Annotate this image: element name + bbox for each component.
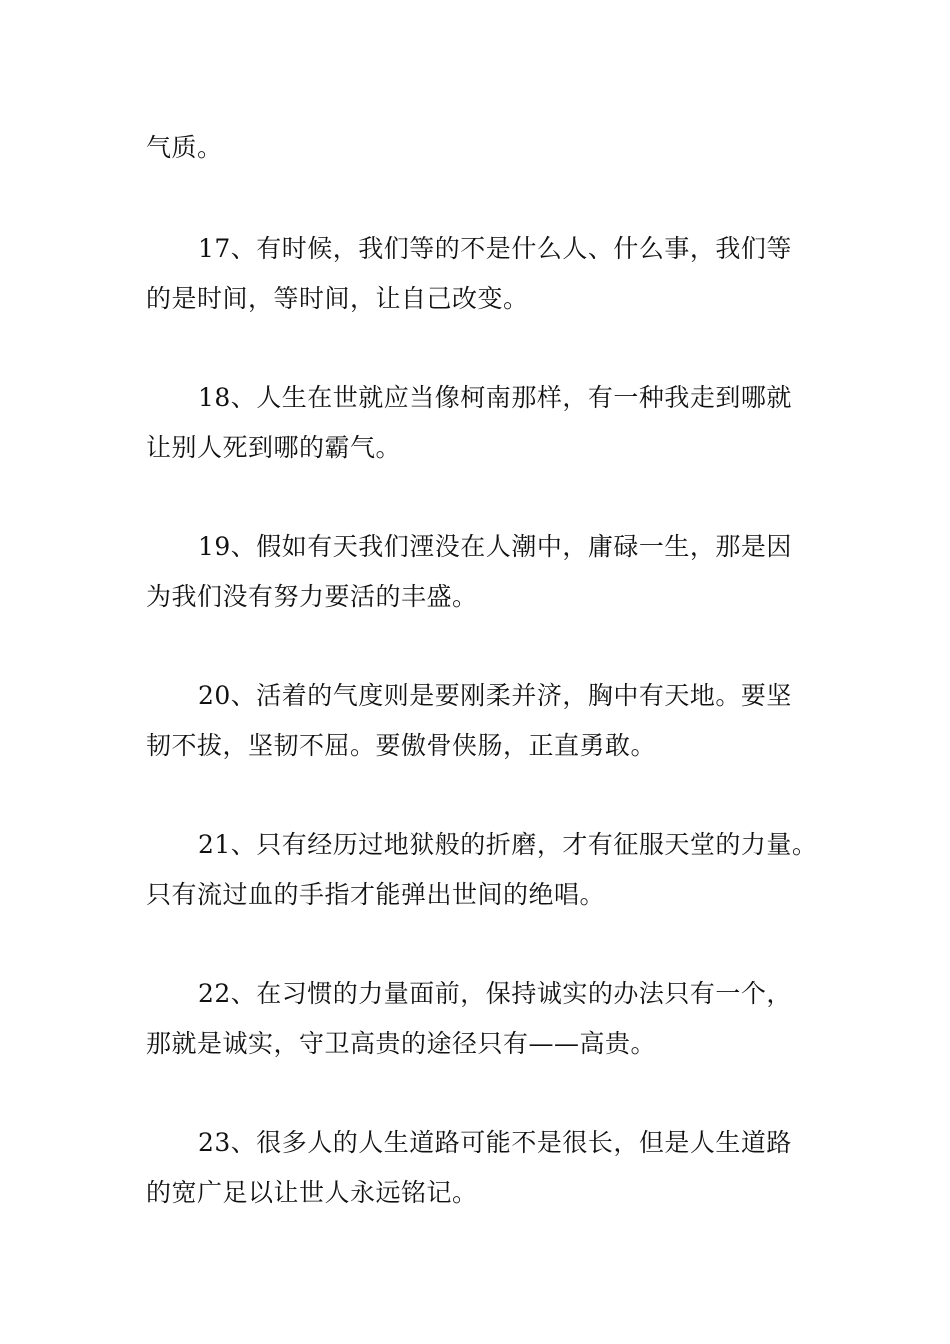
paragraph-17 — [146, 224, 826, 324]
paragraph-line: 22、在习惯的力量面前，保持诚实的办法只有一个， — [198, 979, 792, 1008]
paragraph-line: 韧不拔，坚韧不屈。要傲骨侠肠，正直勇敢。 — [146, 731, 657, 760]
paragraph-22 — [146, 969, 826, 1069]
paragraph-line: 那就是诚实，守卫高贵的途径只有——高贵。 — [146, 1029, 657, 1058]
paragraph-line: 21、只有经历过地狱般的折磨，才有征服天堂的力量。 — [198, 830, 818, 859]
paragraph-line: 18、人生在世就应当像柯南那样，有一种我走到哪就 — [198, 383, 792, 412]
paragraph-line: 19、假如有天我们湮没在人潮中，庸碌一生，那是因 — [198, 532, 792, 561]
paragraph-line: 20、活着的气度则是要刚柔并济，胸中有天地。要坚 — [198, 681, 792, 710]
paragraph-line: 为我们没有努力要活的丰盛。 — [146, 582, 478, 611]
paragraph-23 — [146, 1118, 826, 1218]
paragraph-line: 让别人死到哪的霸气。 — [146, 433, 402, 462]
paragraph-line: 23、很多人的人生道路可能不是很长，但是人生道路 — [198, 1128, 792, 1157]
paragraph-line: 的宽广足以让世人永远铭记。 — [146, 1178, 478, 1207]
paragraph-line: 气质。 — [146, 133, 223, 162]
paragraph-line: 17、有时候，我们等的不是什么人、什么事，我们等 — [198, 234, 792, 263]
paragraph-line: 只有流过血的手指才能弹出世间的绝唱。 — [146, 880, 606, 909]
paragraph-line: 的是时间，等时间，让自己改变。 — [146, 284, 529, 313]
paragraph-18 — [146, 373, 826, 473]
paragraph-continuation — [146, 123, 826, 173]
paragraph-19 — [146, 522, 826, 622]
paragraph-21 — [146, 820, 826, 920]
paragraph-20 — [146, 671, 826, 771]
